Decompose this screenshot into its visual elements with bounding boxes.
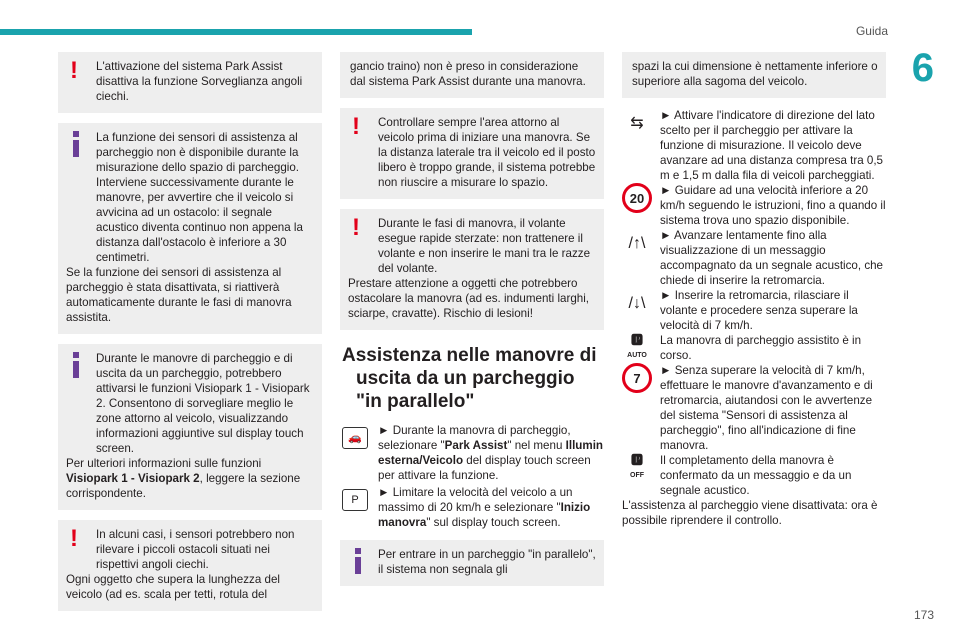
warning-box [340, 108, 604, 199]
warning-box [58, 52, 322, 113]
speed-limit-20-icon: 20 [622, 183, 652, 213]
info-text: Se la funzione dei sensori di assistenza al parcheggio è stata disattivata, si riattiverà automaticamente durante le fasi di manovra assistita. [66, 266, 292, 324]
warning-text: Ogni oggetto che supera la lunghezza del veicolo (ad es. scala per tetti, rotula del [66, 573, 280, 601]
info-box [58, 123, 322, 334]
info-text: Durante le manovre di parcheggio e di uscita da un parcheggio, potrebbero attivarsi le funzioni Visiopark 1 - Visiopark 2. Consentono di sorvegliare meglio le zone attorno al veicolo, visualizzando informazioni aggiuntive sul display touch screen. [96, 352, 310, 455]
column-3 [622, 52, 886, 528]
step: 7 ► Senza superare la velocità di 7 km/h, effettuare le manovre d'avanzamento e di retromarcia, aiutandosi con le avvertenze del sistema "Sensori di assistenza al parcheggio", fino all'indicazione di fine manovra. [622, 363, 886, 453]
info-text: La funzione dei sensori di assistenza al parcheggio non è disponibile durante la misurazione dello spazio di parcheggio. Interviene successivamente durante le manovre, per avvertire che il veicolo si avvicina ad un ostacolo: il segnale acustico diventa continuo non appena la distanza dall'ostacolo è inferiore a 30 centimetri. [96, 131, 303, 264]
step: P ► Limitare la velocità del veicolo a un massimo di 20 km/h e selezionare "Inizio manovra" sul display touch screen. [340, 485, 604, 530]
step: 🅿 OFF Il completamento della manovra è confermato da un messaggio e da un segnale acustico. [622, 453, 886, 498]
info-icon [72, 352, 80, 374]
speed-limit-7-icon: 7 [622, 363, 652, 393]
warning-box [340, 209, 604, 330]
step: ⇆ ► Attivare l'indicatore di direzione del lato scelto per il parcheggio per attivare la funzione di misurazione. Il veicolo deve avanzare ad una distanza compresa tra 0,5 m e 1,5 m dalla fila di veicoli parcheggiati. [622, 108, 886, 183]
continued-box [622, 52, 886, 98]
info-box [58, 344, 322, 510]
warning-icon: ! [352, 113, 360, 140]
continued-box [340, 52, 604, 98]
step: /↓\ ► Inserire la retromarcia, rilasciare il volante e procedere senza superare la velocità di 7 km/h. [622, 288, 886, 333]
page-number: 173 [913, 608, 934, 622]
chapter-number: 6 [911, 46, 934, 90]
warning-text: Durante le fasi di manovra, il volante esegue rapide sterzate: non trattenere il volante e non inserire le mani tra le razze del volante. [378, 217, 591, 275]
info-box [340, 540, 604, 586]
warning-text: Prestare attenzione a oggetti che potrebbero ostacolare la manovra (ad es. indumenti larghi, sciarpe, cravatte). Rischio di lesioni! [348, 277, 590, 320]
step: 20 ► Guidare ad una velocità inferiore a 20 km/h seguendo le istruzioni, fino a quando il sistema trova uno spazio disponibile. [622, 183, 886, 228]
info-icon [354, 548, 362, 570]
warning-text: Controllare sempre l'area attorno al veicolo prima di iniziare una manovra. Se la distanza laterale tra il veicolo ed il posto libero è troppo grande, il sistema potrebbe non riuscire a misurare lo spazio. [378, 116, 596, 189]
column-1 [58, 52, 322, 611]
warning-icon: ! [70, 57, 78, 84]
header-title: Guida [855, 24, 888, 38]
info-text: Per entrare in un parcheggio "in parallelo", il sistema non segnala gli [378, 548, 596, 576]
step: 🚗 ► Durante la manovra di parcheggio, selezionare "Park Assist" nel menu Illumin esterna/Veicolo del display touch screen per attivare la funzione. [340, 423, 604, 483]
step: 🅿 AUTO La manovra di parcheggio assistito è in corso. [622, 333, 886, 363]
park-assist-icon: P [340, 485, 370, 515]
car-icon: 🚗 [340, 423, 370, 453]
section-title: Assistenza nelle manovre di uscita da un parcheggio "in parallelo" [342, 345, 597, 412]
reverse-arrow-icon: /↓\ [628, 294, 646, 312]
park-assist-off-icon: 🅿 OFF [630, 453, 644, 479]
park-assist-auto-icon: 🅿 AUTO [627, 333, 647, 359]
column-2 [340, 52, 604, 586]
turn-signal-icon: ⇆ [630, 114, 644, 132]
warning-text: In alcuni casi, i sensori potrebbero non rilevare i piccoli ostacoli situati nei rispettivi angoli ciechi. [96, 528, 295, 571]
header-accent-bar [0, 29, 472, 35]
paragraph: L'assistenza al parcheggio viene disattivata: ora è possibile riprendere il controllo. [622, 499, 878, 527]
step: /↑\ ► Avanzare lentamente fino alla visualizzazione di un messaggio accompagnato da un segnale acustico, che chiede di inserire la retromarcia. [622, 228, 886, 288]
warning-icon: ! [70, 525, 78, 552]
warning-text: L'attivazione del sistema Park Assist disattiva la funzione Sorveglianza angoli ciechi. [96, 60, 303, 103]
warning-box [58, 520, 322, 611]
forward-arrow-icon: /↑\ [628, 234, 646, 252]
info-text: Per ulteriori informazioni sulle funzioni Visiopark 1 - Visiopark 2, leggere la sezione corrispondente. [66, 457, 301, 500]
warning-icon: ! [352, 214, 360, 241]
info-icon [72, 131, 80, 153]
continued-text: spazi la cui dimensione è nettamente inferiore o superiore alla sagoma del veicolo. [632, 60, 878, 88]
continued-text: gancio traino) non è preso in considerazione dal sistema Park Assist durante una manovra. [350, 60, 586, 88]
